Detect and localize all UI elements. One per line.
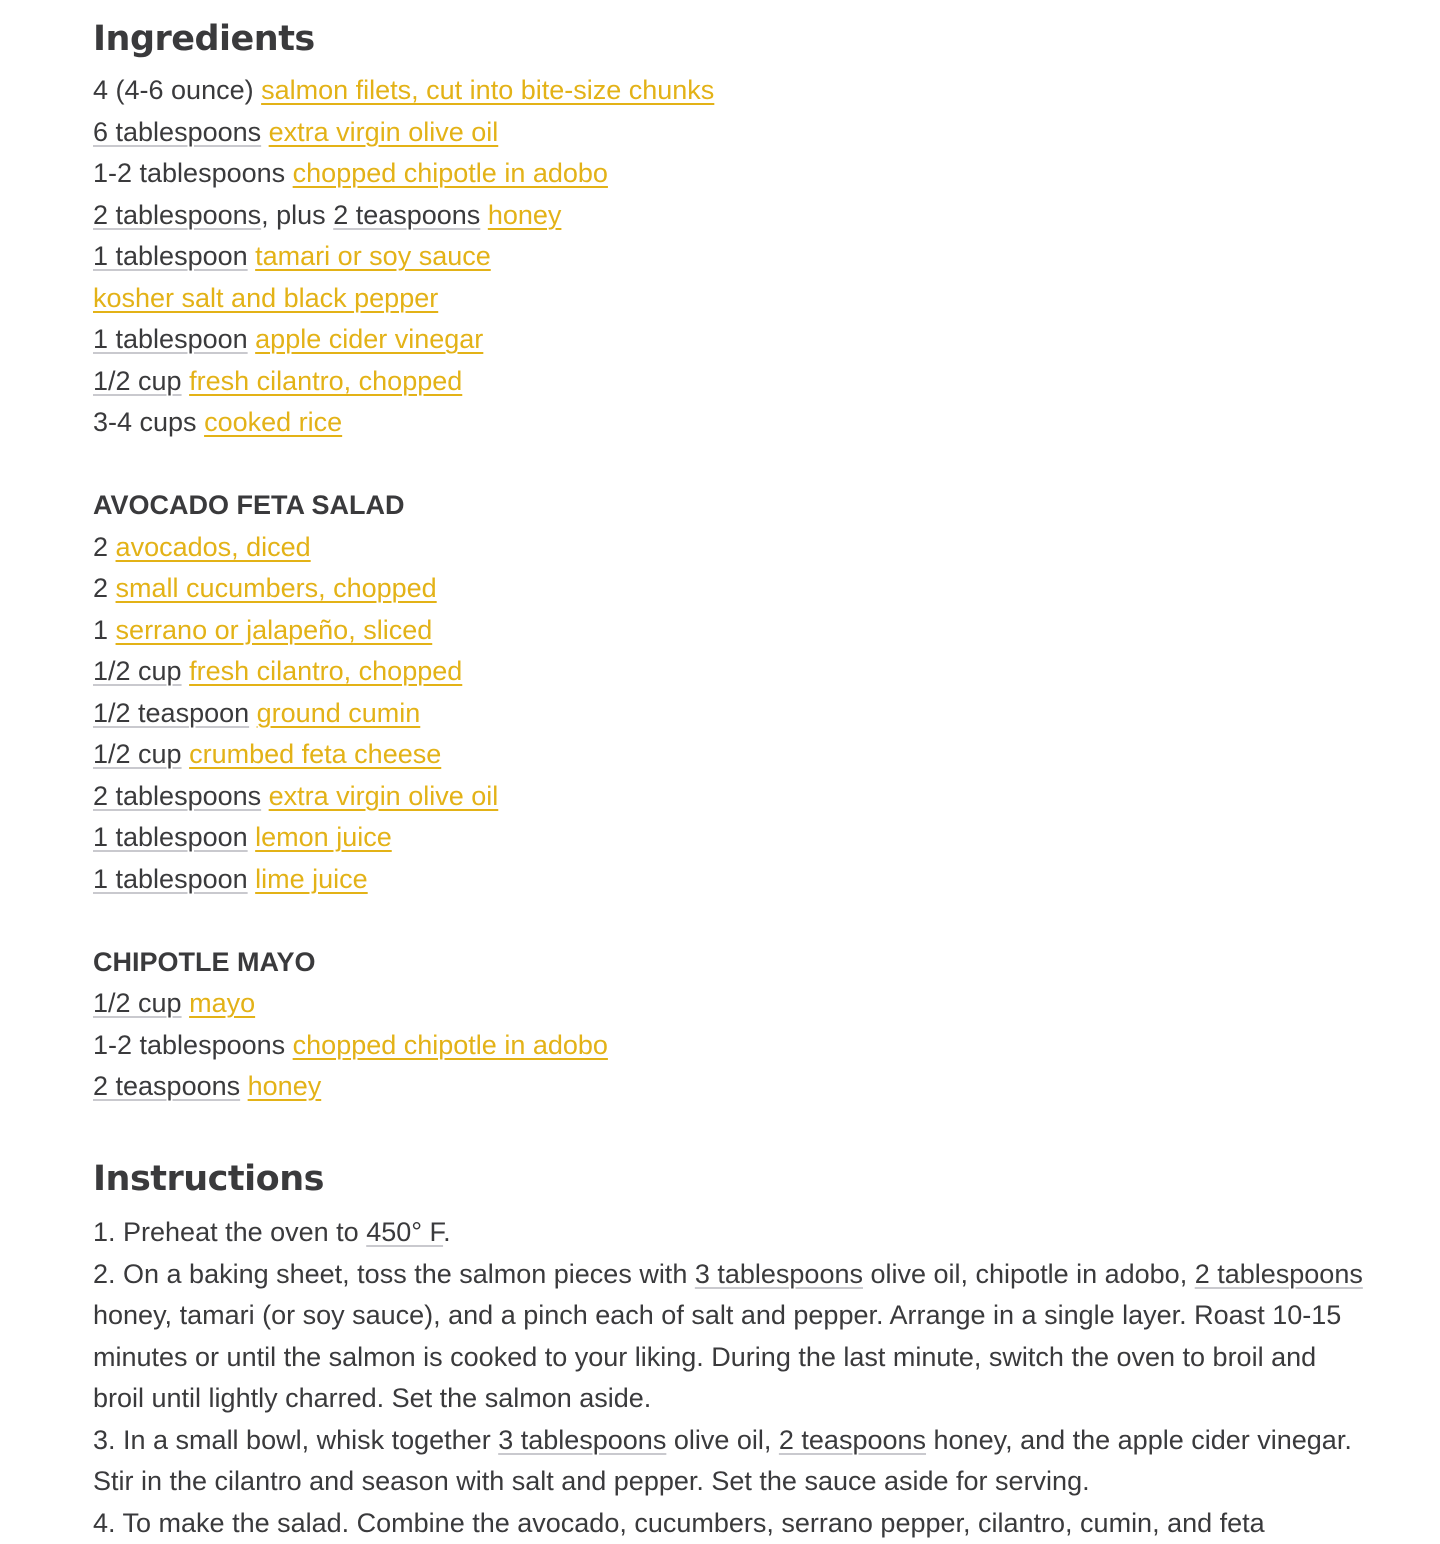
ingredient-link[interactable]: chopped chipotle in adobo xyxy=(293,158,608,188)
quantity: 1 tablespoon xyxy=(93,864,248,894)
ingredient-line xyxy=(93,693,714,735)
ingredient-line xyxy=(93,112,714,154)
quantity: 1/2 cup xyxy=(93,656,182,686)
ingredient-link[interactable]: small cucumbers, chopped xyxy=(116,573,437,603)
quantity: 2 teaspoons xyxy=(779,1425,926,1455)
ingredient-line xyxy=(93,278,714,320)
quantity: 1/2 teaspoon xyxy=(93,698,249,728)
ingredient-line xyxy=(93,236,714,278)
quantity: 1/2 cup xyxy=(93,988,182,1018)
ingredient-link[interactable]: fresh cilantro, chopped xyxy=(189,656,462,686)
quantity: 1/2 cup xyxy=(93,739,182,769)
ingredient-link[interactable]: lemon juice xyxy=(255,822,392,852)
ingredient-link[interactable]: avocados, diced xyxy=(116,532,311,562)
ingredient-line: 2 tablespoons, plus 2 teaspoons honey xyxy=(93,195,714,237)
quantity: 1/2 cup xyxy=(93,366,182,396)
salad-subheading: AVOCADO FETA SALAD xyxy=(93,485,714,527)
ingredient-link[interactable]: extra virgin olive oil xyxy=(269,781,499,811)
ingredient-link[interactable]: ground cumin xyxy=(257,698,421,728)
instructions-list xyxy=(93,1212,1363,1544)
instruction-step-4: 4. To make the salad. Combine the avocado, cucumbers, serrano pepper, cilantro, cumin, and feta xyxy=(93,1503,1363,1544)
quantity: 6 tablespoons xyxy=(93,117,261,147)
ingredient-line xyxy=(93,776,714,818)
ingredient-line xyxy=(93,651,714,693)
ingredient-link[interactable]: apple cider vinegar xyxy=(255,324,483,354)
instruction-step-2: 2. On a baking sheet, toss the salmon pieces with 3 tablespoons olive oil, chipotle in adobo, 2 tablespoons honey, tamari (or soy sauce), and a pinch each of salt and pepper. Arrange in a single layer. Roast 10-15 minutes or until the salmon is cooked to your liking. During the last minute, switch the oven to broil and broil until lightly charred. Set the salmon aside. xyxy=(93,1254,1363,1420)
quantity: 450° F xyxy=(366,1217,443,1247)
instruction-step-3: 3. In a small bowl, whisk together 3 tablespoons olive oil, 2 teaspoons honey, and the apple cider vinegar. Stir in the cilantro and season with salt and pepper. Set the sauce aside for serving. xyxy=(93,1420,1363,1503)
ingredient-line xyxy=(93,361,714,403)
ingredient-line: 1 serrano or jalapeño, sliced xyxy=(93,610,714,652)
ingredient-link[interactable]: fresh cilantro, chopped xyxy=(189,366,462,396)
ingredients-list xyxy=(93,70,714,1108)
quantity: 2 tablespoons xyxy=(93,200,261,230)
instruction-step-1: 1. Preheat the oven to 450° F. xyxy=(93,1212,1363,1254)
quantity: 2 tablespoons xyxy=(1195,1259,1363,1289)
quantity: 3 tablespoons xyxy=(498,1425,666,1455)
quantity: 1 tablespoon xyxy=(93,324,248,354)
ingredient-line xyxy=(93,734,714,776)
mayo-subheading: CHIPOTLE MAYO xyxy=(93,942,714,984)
ingredient-link[interactable]: mayo xyxy=(189,988,255,1018)
ingredient-line: 4 (4-6 ounce) salmon filets, cut into bite-size chunks xyxy=(93,70,714,112)
quantity: 2 tablespoons xyxy=(93,781,261,811)
ingredient-line xyxy=(93,817,714,859)
ingredient-line: 1-2 tablespoons chopped chipotle in adobo xyxy=(93,153,714,195)
ingredient-link[interactable]: kosher salt and black pepper xyxy=(93,283,438,313)
ingredient-link[interactable]: tamari or soy sauce xyxy=(255,241,491,271)
ingredients-heading: Ingredients xyxy=(93,16,315,62)
ingredient-link[interactable]: serrano or jalapeño, sliced xyxy=(116,615,433,645)
instructions-heading: Instructions xyxy=(93,1156,324,1202)
ingredient-line: 2 small cucumbers, chopped xyxy=(93,568,714,610)
quantity: 2 teaspoons xyxy=(333,200,480,230)
ingredient-link[interactable]: extra virgin olive oil xyxy=(269,117,499,147)
ingredient-link[interactable]: chopped chipotle in adobo xyxy=(293,1030,608,1060)
quantity: 3 tablespoons xyxy=(695,1259,863,1289)
ingredient-link[interactable]: lime juice xyxy=(255,864,368,894)
ingredient-link[interactable]: salmon filets, cut into bite-size chunks xyxy=(261,75,714,105)
ingredient-line xyxy=(93,319,714,361)
ingredient-line xyxy=(93,1066,714,1108)
quantity: 1 tablespoon xyxy=(93,822,248,852)
ingredient-line xyxy=(93,859,714,901)
ingredient-line: 2 avocados, diced xyxy=(93,527,714,569)
ingredient-line xyxy=(93,983,714,1025)
ingredient-line: 1-2 tablespoons chopped chipotle in adobo xyxy=(93,1025,714,1067)
ingredient-line: 3-4 cups cooked rice xyxy=(93,402,714,444)
ingredient-link[interactable]: honey xyxy=(488,200,562,230)
ingredient-link[interactable]: honey xyxy=(248,1071,322,1101)
ingredient-link[interactable]: cooked rice xyxy=(204,407,342,437)
quantity: 2 teaspoons xyxy=(93,1071,240,1101)
quantity: 1 tablespoon xyxy=(93,241,248,271)
ingredient-link[interactable]: crumbed feta cheese xyxy=(189,739,441,769)
